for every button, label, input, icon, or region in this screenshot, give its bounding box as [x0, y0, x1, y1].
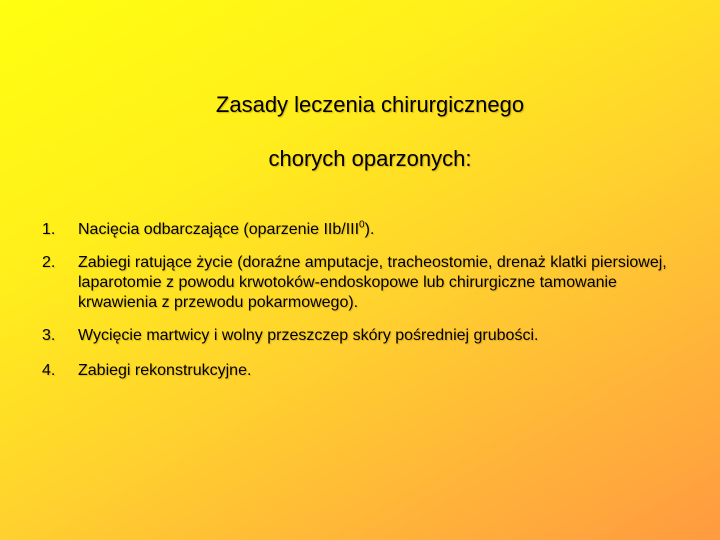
list-item-text-end: ).: [364, 221, 375, 238]
list-item-text: Zabiegi rekonstrukcyjne.: [78, 362, 252, 379]
numbered-list: [42, 220, 682, 381]
list-item-number: 4.: [42, 362, 56, 379]
slide-title-line-2: chorych oparzonych:: [268, 146, 472, 171]
list-item-number: 3.: [42, 327, 56, 344]
list-item: [42, 253, 682, 313]
list-item-text: Zabiegi ratujące życie (doraźne amputacje, tracheostomie, drenaż klatki piersiowej, laparotomie z powodu krwotoków-endoskopowe lub chirurgiczne tamowanie krwawienia z przewodu pokarmowego).: [78, 254, 667, 311]
list-item: [42, 361, 682, 381]
list-item-text: Wycięcie martwicy i wolny przeszczep skóry pośredniej grubości.: [78, 327, 539, 344]
list-item-text: [78, 221, 374, 238]
list-item-text-main: Nacięcia odbarczające (oparzenie IIb/III: [78, 221, 360, 238]
list-item: [42, 220, 682, 240]
list-item: [42, 326, 682, 346]
slide-title-line-1: Zasady leczenia chirurgicznego: [215, 92, 525, 117]
list-item-number: 2.: [42, 254, 56, 271]
superscript: 0: [359, 219, 365, 231]
list-item-number: 1.: [42, 221, 56, 238]
